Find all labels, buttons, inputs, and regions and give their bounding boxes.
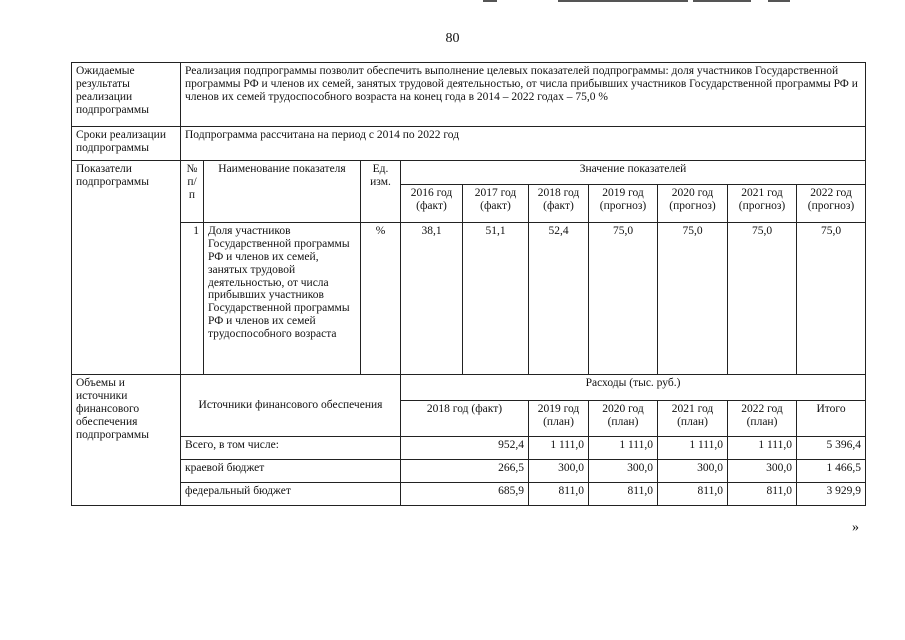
timeline-text: Подпрограмма рассчитана на период с 2014 по 2022 год: [181, 127, 866, 161]
finance-cell: 811,0: [589, 483, 658, 506]
indicators-label: Показатели подпрограммы: [72, 161, 181, 375]
finance-cell: 3 929,9: [797, 483, 866, 506]
indicator-year-2021: 2021 год (прогноз): [728, 185, 797, 223]
finance-cell: 1 111,0: [589, 437, 658, 460]
finance-cell: 300,0: [529, 460, 589, 483]
finance-cell: 5 396,4: [797, 437, 866, 460]
top-scan-marks: [0, 0, 905, 4]
finance-cell: 952,4: [401, 437, 529, 460]
finance-row-federal: [72, 483, 866, 506]
indicator-value-2019: 75,0: [589, 223, 658, 375]
passport-table: [71, 62, 866, 506]
finance-cell: 811,0: [658, 483, 728, 506]
finance-year-2020: 2020 год (план): [589, 401, 658, 437]
finance-cell: 266,5: [401, 460, 529, 483]
finance-col-sources: Источники финансового обеспечения: [181, 375, 401, 437]
finance-col-expenses: Расходы (тыс. руб.): [401, 375, 866, 401]
indicator-year-2018: 2018 год (факт): [529, 185, 589, 223]
expected-results-text: Реализация подпрограммы позволит обеспечить выполнение целевых показателей подпрограммы: доля участников Государственной программы РФ и членов их семей, занятых трудовой деятельностью, от числа прибывших участников Государственной программы РФ и членов их семей трудоспособного возраста на конец года в 2014 – 2022 годах – 75,0 %: [181, 63, 866, 127]
finance-row-name: федеральный бюджет: [181, 483, 401, 506]
indicator-year-2016: 2016 год (факт): [401, 185, 463, 223]
finance-total-header: Итого: [797, 401, 866, 437]
indicator-num: 1: [181, 223, 204, 375]
finance-row-name: краевой бюджет: [181, 460, 401, 483]
finance-cell: 1 466,5: [797, 460, 866, 483]
closing-quote: »: [852, 520, 859, 535]
timeline-label: Сроки реализации подпрограммы: [72, 127, 181, 161]
indicator-year-2017: 2017 год (факт): [463, 185, 529, 223]
indicator-value-2017: 51,1: [463, 223, 529, 375]
finance-cell: 300,0: [589, 460, 658, 483]
indicator-value-2020: 75,0: [658, 223, 728, 375]
indicators-header-row: [72, 161, 866, 185]
finance-header-row: [72, 375, 866, 401]
finance-row-regional: [72, 460, 866, 483]
indicators-col-num: № п/п: [181, 161, 204, 223]
finance-year-2019: 2019 год (план): [529, 401, 589, 437]
finance-cell: 1 111,0: [658, 437, 728, 460]
finance-year-2018: 2018 год (факт): [401, 401, 529, 437]
indicator-year-2019: 2019 год (прогноз): [589, 185, 658, 223]
finance-cell: 1 111,0: [728, 437, 797, 460]
finance-cell: 685,9: [401, 483, 529, 506]
indicator-row: [72, 223, 866, 375]
finance-cell: 811,0: [728, 483, 797, 506]
indicator-value-2021: 75,0: [728, 223, 797, 375]
indicator-year-2022: 2022 год (прогноз): [797, 185, 866, 223]
finance-label: Объемы и источники финансового обеспечения подпрограммы: [72, 375, 181, 506]
indicator-year-2020: 2020 год (прогноз): [658, 185, 728, 223]
finance-cell: 1 111,0: [529, 437, 589, 460]
finance-year-2022: 2022 год (план): [728, 401, 797, 437]
finance-cell: 811,0: [529, 483, 589, 506]
indicator-name: Доля участников Государственной программы РФ и членов их семей, занятых трудовой деятельностью, от числа прибывших участников Государственной программы РФ и членов их семей трудоспособного возраста: [204, 223, 361, 375]
indicator-value-2018: 52,4: [529, 223, 589, 375]
timeline-row: [72, 127, 866, 161]
finance-cell: 300,0: [728, 460, 797, 483]
indicator-unit: %: [361, 223, 401, 375]
finance-row-total: [72, 437, 866, 460]
indicators-col-values: Значение показателей: [401, 161, 866, 185]
indicator-value-2016: 38,1: [401, 223, 463, 375]
indicators-col-name: Наименование показателя: [204, 161, 361, 223]
expected-results-row: [72, 63, 866, 127]
finance-cell: 300,0: [658, 460, 728, 483]
expected-results-label: Ожидаемые результаты реализации подпрограммы: [72, 63, 181, 127]
finance-row-name: Всего, в том числе:: [181, 437, 401, 460]
page-number: 80: [445, 31, 460, 46]
indicator-value-2022: 75,0: [797, 223, 866, 375]
finance-year-2021: 2021 год (план): [658, 401, 728, 437]
indicators-col-unit: Ед. изм.: [361, 161, 401, 223]
